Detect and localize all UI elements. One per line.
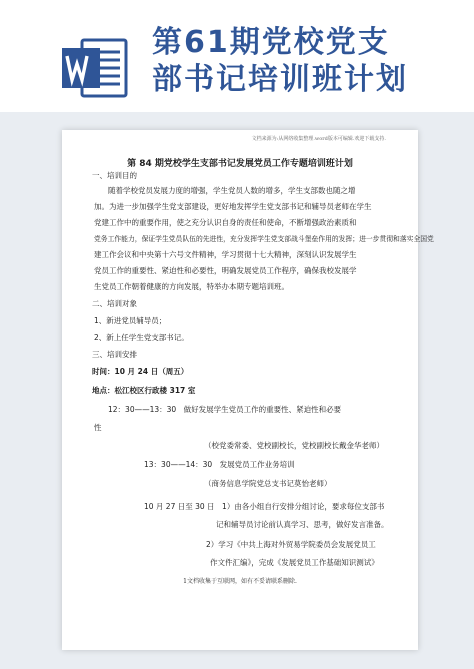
section-heading-purpose: 一、培训目的 <box>92 171 137 180</box>
banner-title-line-2: 部书记培训班计划 <box>152 62 408 97</box>
banner-title-line-1: 第61期党校党支 <box>152 25 390 60</box>
document-title: 第 84 期党校学生支部书记发展党员工作专题培训班计划 <box>127 159 353 169</box>
document-page <box>62 130 434 650</box>
schedule-time: 时间：10 月 24 日（周五） <box>92 367 189 376</box>
word-logo-icon <box>60 36 130 100</box>
list-item: 2、新上任学生党支部书记。 <box>94 333 189 342</box>
paragraph-line: 建工作会议和中央第十六号文件精神，学习贯彻十七大精神，深刻认识发展学生 <box>94 250 357 259</box>
schedule-item: 10 月 27 日至 30 日 1）由各小组自行安排分组讨论，要求每位支部书 <box>144 502 385 511</box>
banner-title <box>152 24 408 98</box>
schedule-item: 12：30——13：30 做好发展学生党员工作的重要性、紧迫性和必要 <box>108 405 342 414</box>
schedule-item: 13：30——14：30 发展党员工作业务培训 <box>144 460 295 469</box>
paragraph-line: 党务工作能力，保证学生党员队伍的先进性，充分发挥学生党支部战斗堡垒作用的发挥；进一步贯彻和落实全国党 <box>94 235 434 243</box>
paragraph-line: 随着学校党员发展力度的增强，学生党员人数的增多，学生支部数也随之增 <box>108 186 356 195</box>
schedule-item: 记和辅导员讨论前认真学习、思考，做好发言准备。 <box>216 520 389 529</box>
schedule-item: 性 <box>94 423 102 432</box>
banner <box>0 0 474 112</box>
list-item: 1、新进党员辅导员； <box>94 316 167 325</box>
speaker-note: （商务信息学院党总支书记莫怡老师） <box>204 479 332 488</box>
section-heading-schedule: 三、培训安排 <box>92 350 137 359</box>
schedule-location: 地点：松江校区行政楼 317 室 <box>92 386 196 395</box>
section-heading-audience: 二、培训对象 <box>92 299 137 308</box>
schedule-item: 2）学习《中共上海对外贸易学院委员会发展党员工 <box>206 540 376 549</box>
paragraph-line: 生党员工作朝着健康的方向发展，特举办本期专题培训班。 <box>94 282 289 291</box>
speaker-note: （校党委常委、党校副校长，党校副校长戴金华老师） <box>204 441 384 450</box>
paragraph-line: 党建工作中的重要作用，使之充分认识自身的责任和使命，不断增强政治素质和 <box>94 218 357 227</box>
schedule-item: 作文件汇编》，完成《发展党员工作基础知识测试》 <box>210 558 379 567</box>
page-footer: 1文档收集于互联网，如有不妥请联系删除. <box>183 578 297 585</box>
paragraph-line: 加。为进一步加强学生党支部建设，更好地发挥学生党支部书记和辅导员老师在学生 <box>94 202 372 211</box>
paragraph-line: 党员工作的重要性、紧迫性和必要性，明确发展党员工作程序，确保我校发展学 <box>94 266 357 275</box>
source-note: 文档来源为:从网络收集整理.word版本可编辑.欢迎下载支持. <box>251 136 386 142</box>
